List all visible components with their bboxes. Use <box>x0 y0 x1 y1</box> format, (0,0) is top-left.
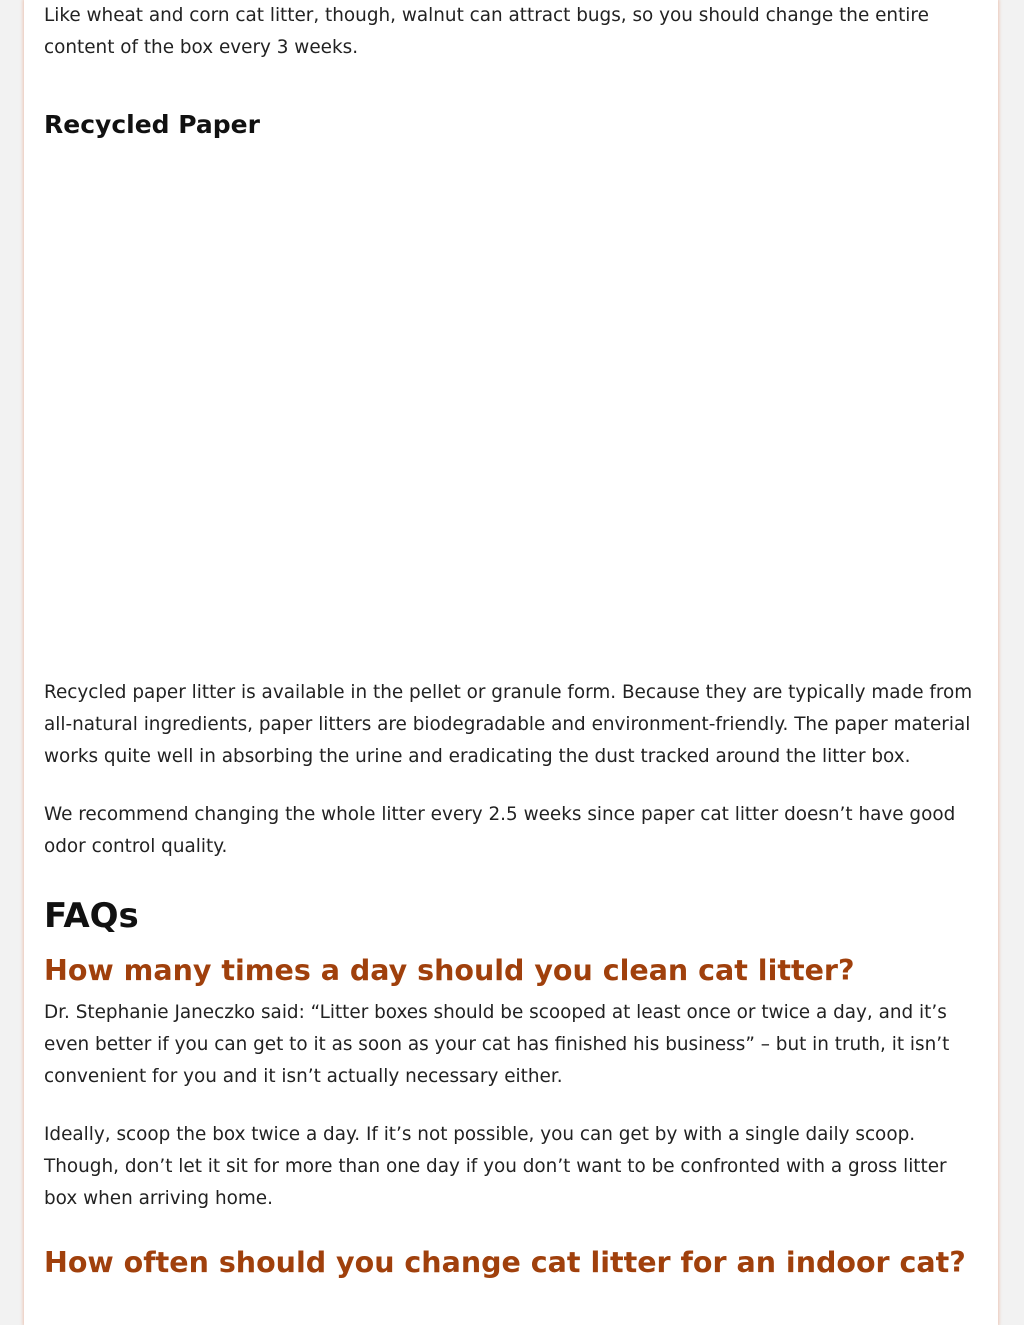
article-card <box>24 0 998 1325</box>
article-content <box>44 0 984 1283</box>
faq-question-clean-frequency: How many times a day should you clean cat litter? <box>44 954 855 987</box>
recycled-paper-paragraph-1: Recycled paper litter is available in the pellet or granule form. Because they are typically made from all-natural ingredients, paper litters are biodegradable and environment-friendly. The paper material works quite well in absorbing the urine and eradicating the dust tracked around the litter box. <box>44 682 973 767</box>
recycled-paper-paragraph-2: We recommend changing the whole litter every 2.5 weeks since paper cat litter doesn’t have good odor control quality. <box>44 804 956 857</box>
recycled-paper-image <box>44 141 984 641</box>
faq-question-change-frequency: How often should you change cat litter for an indoor cat? <box>44 1246 966 1279</box>
recycled-paper-heading: Recycled Paper <box>44 110 260 139</box>
faq-answer-clean-frequency-2: Ideally, scoop the box twice a day. If it’s not possible, you can get by with a single daily scoop. Though, don’t let it sit for more than one day if you don’t want to be confronted with a gross litter box when arriving home. <box>44 1124 947 1209</box>
faq-answer-clean-frequency-1: Dr. Stephanie Janeczko said: “Litter boxes should be scooped at least once or twice a day, and it’s even better if you can get to it as soon as your cat has finished his business” – but in truth, it isn’t convenient for you and it isn’t actually necessary either. <box>44 1002 950 1087</box>
walnut-closing-paragraph: Like wheat and corn cat litter, though, walnut can attract bugs, so you should change the entire content of the box every 3 weeks. <box>44 5 929 58</box>
faqs-heading: FAQs <box>44 896 139 936</box>
